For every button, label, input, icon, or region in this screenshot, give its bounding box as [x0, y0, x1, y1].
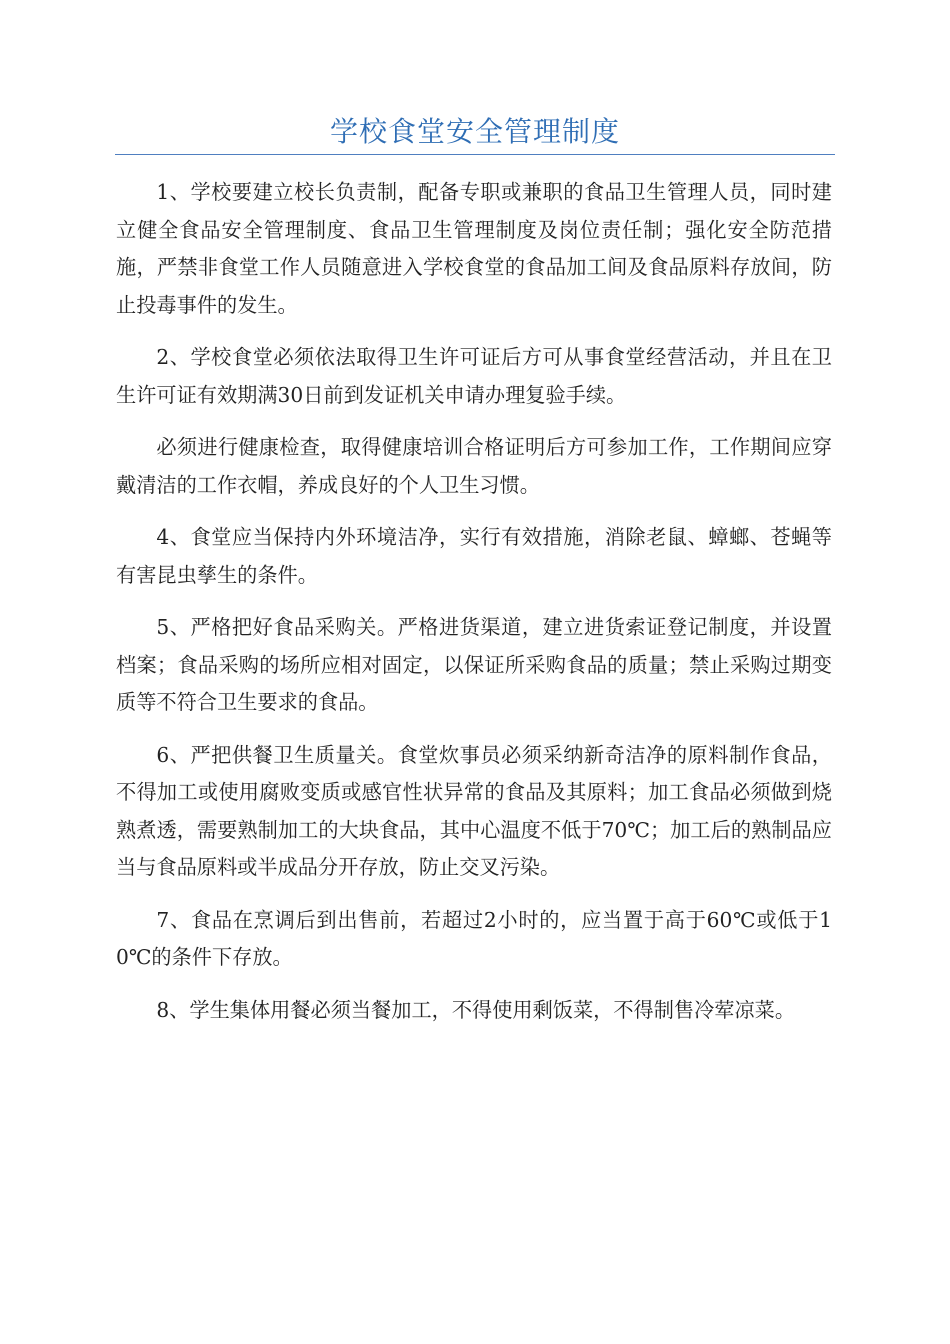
document-body [116, 174, 832, 1044]
paragraph-3: 必须进行健康检查，取得健康培训合格证明后方可参加工作，工作期间应穿戴清洁的工作衣帽，养成良好的个人卫生习惯。 [116, 435, 832, 497]
document-title: 学校食堂安全管理制度 [329, 115, 620, 148]
paragraph-4: 4、食堂应当保持内外环境洁净，实行有效措施，消除老鼠、蟑螂、苍蝇等有害昆虫孳生的条件。 [116, 525, 832, 587]
paragraph-1: 1、学校要建立校长负责制，配备专职或兼职的食品卫生管理人员，同时建立健全食品安全管理制度、食品卫生管理制度及岗位责任制；强化安全防范措施，严禁非食堂工作人员随意进入学校食堂的食品加工间及食品原料存放间，防止投毒事件的发生。 [116, 180, 832, 317]
title-underline [115, 154, 835, 155]
paragraph-2: 2、学校食堂必须依法取得卫生许可证后方可从事食堂经营活动，并且在卫生许可证有效期满30日前到发证机关申请办理复验手续。 [116, 345, 832, 407]
paragraph-6: 6、严把供餐卫生质量关。食堂炊事员必须采纳新奇洁净的原料制作食品，不得加工或使用腐败变质或感官性状异常的食品及其原料；加工食品必须做到烧熟煮透，需要熟制加工的大块食品，其中心温度不低于70℃；加工后的熟制品应当与食品原料或半成品分开存放，防止交叉污染。 [116, 742, 832, 879]
paragraph-8: 8、学生集体用餐必须当餐加工，不得使用剩饭菜，不得制售冷荤凉菜。 [156, 997, 796, 1022]
paragraph-7: 7、食品在烹调后到出售前，若超过2小时的，应当置于高于60℃或低于10℃的条件下存放。 [116, 907, 832, 969]
paragraph-5: 5、严格把好食品采购关。严格进货渠道，建立进货索证登记制度，并设置档案；食品采购的场所应相对固定，以保证所采购食品的质量；禁止采购过期变质等不符合卫生要求的食品。 [116, 615, 832, 714]
